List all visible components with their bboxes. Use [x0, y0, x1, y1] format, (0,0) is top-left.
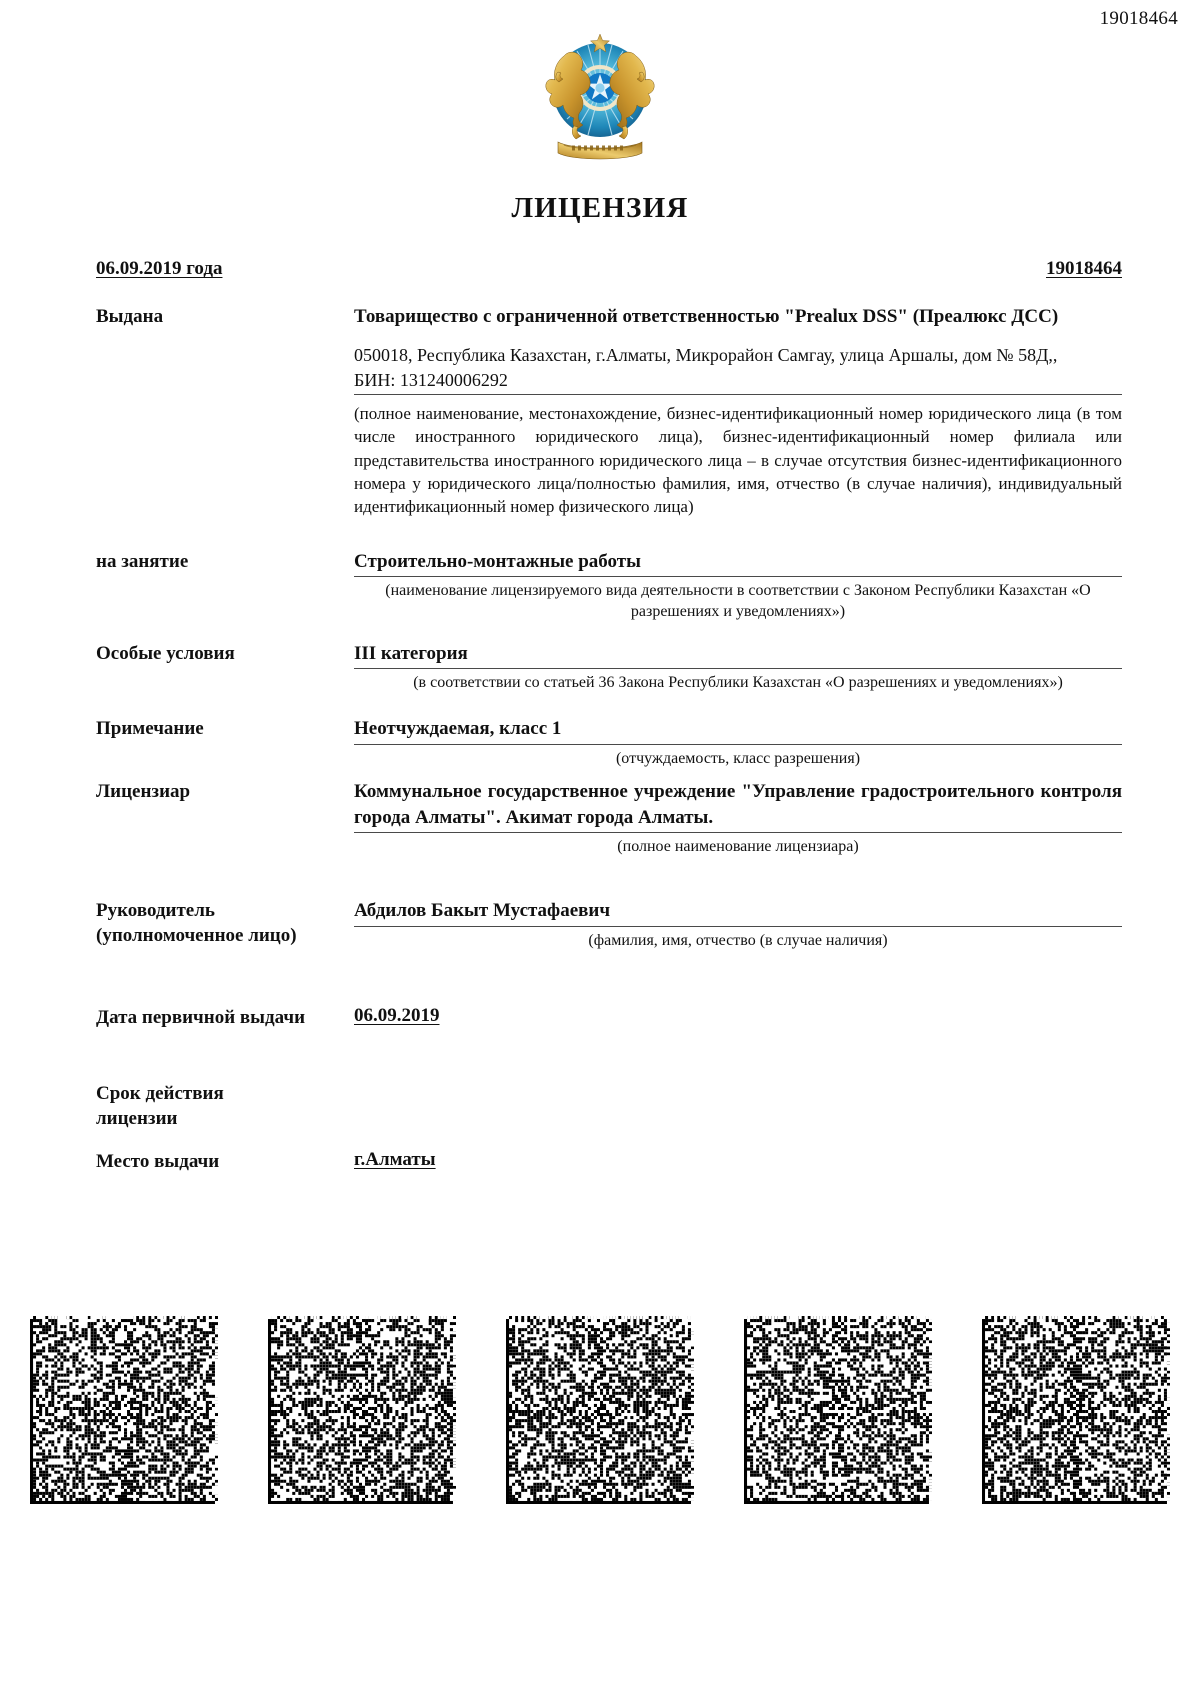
activity-value: Строительно-монтажные работы	[354, 550, 641, 572]
head-value: Абдилов Бакыт Мустафаевич	[354, 900, 611, 922]
activity-label: на занятие	[96, 550, 189, 572]
section-remark	[96, 716, 1122, 769]
licensor-rule	[354, 832, 1122, 833]
special-conditions-caption: (в соответствии со статьей 36 Закона Республики Казахстан «О разрешениях и уведомлениях»)	[413, 674, 1063, 692]
remark-rule	[354, 744, 1122, 745]
place-value: г.Алматы	[354, 1148, 436, 1170]
issued-to-label: Выдана	[96, 306, 164, 327]
validity-label-line1: Срок действия	[96, 1082, 224, 1104]
special-conditions-value: III категория	[354, 642, 468, 664]
page-title: ЛИЦЕНЗИЯ	[511, 192, 689, 224]
first-issue-date-value: 06.09.2019	[354, 1005, 440, 1027]
licensor-value: Коммунальное государственное учреждение "Управление градостроительного контроля города Алматы". Акимат города Алматы.	[354, 781, 1122, 828]
issued-to-rule	[354, 394, 1122, 395]
datamatrix-code-icon	[506, 1316, 694, 1504]
emblem-container	[0, 26, 1200, 171]
section-special-conditions	[96, 641, 1122, 694]
activity-rule	[354, 576, 1122, 577]
place-label: Место выдачи	[96, 1150, 220, 1172]
head-label	[96, 898, 354, 948]
section-issued-to	[96, 304, 1122, 519]
license-number-value: 19018464	[1046, 258, 1122, 279]
head-label-line1: Руководитель	[96, 900, 215, 922]
section-place	[96, 1149, 1122, 1174]
remark-caption: (отчуждаемость, класс разрешения)	[615, 749, 861, 767]
first-issue-date-label: Дата первичной выдачи	[96, 1007, 306, 1029]
remark-label: Примечание	[96, 718, 204, 740]
activity-caption: (наименование лицензируемого вида деятельности в соответствии с Законом Республики Казахстан «О разрешениях и уведомлениях»)	[385, 582, 1091, 621]
barcode-strip	[30, 1316, 1170, 1504]
coat-of-arms-kazakhstan-icon	[534, 26, 666, 166]
section-head	[96, 898, 1122, 951]
validity-label-line2: лицензии	[96, 1107, 178, 1129]
datamatrix-code-icon	[744, 1316, 932, 1504]
section-licensor	[96, 779, 1122, 858]
validity-label	[96, 1081, 354, 1131]
issued-to-value: Товарищество с ограниченной ответственностью "Prealux DSS" (Преалюкс ДСС)	[354, 306, 1059, 327]
document-body	[96, 258, 1122, 1174]
issued-to-address: 050018, Республика Казахстан, г.Алматы, Микрорайон Самгау, улица Аршалы, дом № 58Д,,	[354, 345, 1058, 366]
special-conditions-label: Особые условия	[96, 642, 235, 664]
datamatrix-code-icon	[30, 1316, 218, 1504]
special-conditions-rule	[354, 668, 1122, 669]
head-caption: (фамилия, имя, отчество (в случае наличия)	[588, 931, 888, 949]
datamatrix-code-icon	[982, 1316, 1170, 1504]
meta-row	[96, 258, 1122, 280]
section-first-issue-date	[96, 1005, 1122, 1030]
licensor-caption: (полное наименование лицензиара)	[617, 838, 859, 856]
section-validity	[96, 1081, 1122, 1131]
document-number-header: 19018464	[1099, 8, 1178, 29]
head-label-line2: (уполномоченное лицо)	[96, 925, 297, 947]
issued-to-bin: БИН: 131240006292	[354, 369, 508, 390]
head-rule	[354, 926, 1122, 927]
section-activity	[96, 549, 1122, 623]
issued-to-caption: (полное наименование, местонахождение, бизнес-идентификационный номер юридического лица (в том числе иностранного юридического лица), бизнес-идентификационный номер филиала или представительства иностранного юридического лица – в случае отсутствия бизнес-идентификационного номера у юридического лица/полностью фамилия, имя, отчество (в случае наличия), индивидуальный идентификационный номер физического лица)	[354, 403, 1122, 517]
datamatrix-code-icon	[268, 1316, 456, 1504]
issue-date-value: 06.09.2019 года	[96, 258, 223, 279]
remark-value: Неотчуждаемая, класс 1	[354, 718, 562, 740]
licensor-label: Лицензиар	[96, 781, 191, 803]
